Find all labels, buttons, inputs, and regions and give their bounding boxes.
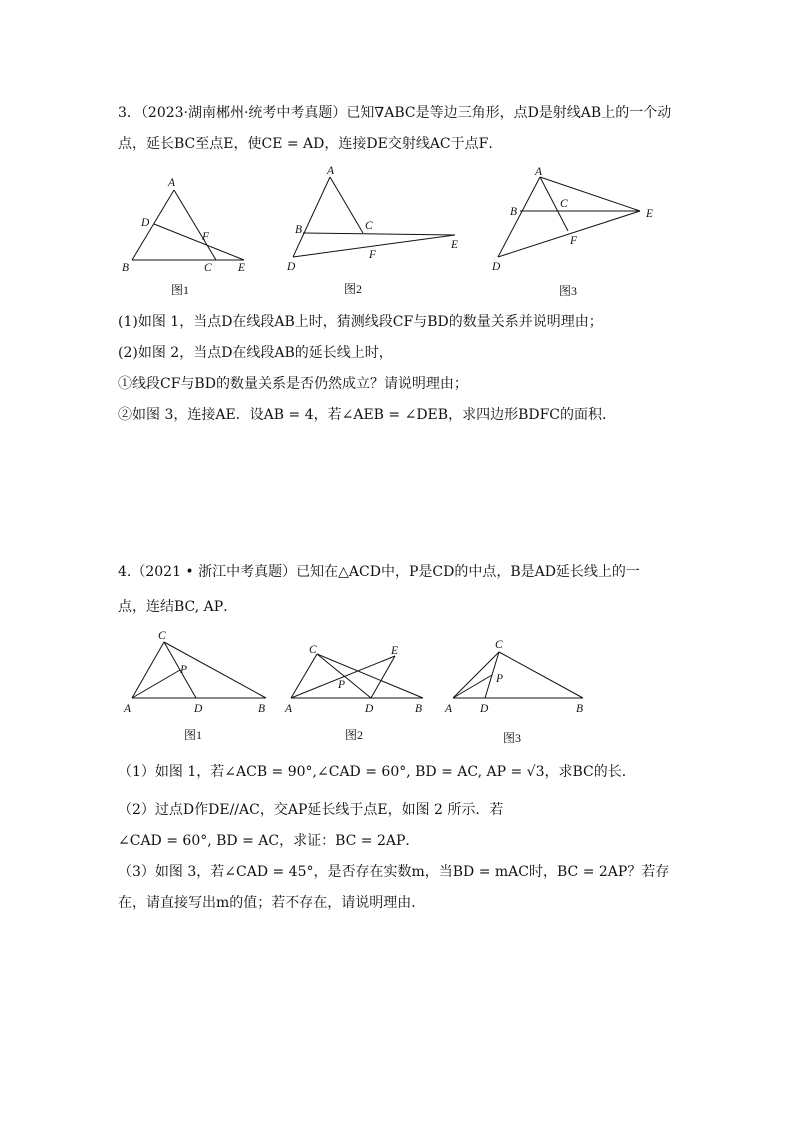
q4-figure-1-caption: 图1 <box>184 728 203 742</box>
q4-f2-label-c: C <box>309 644 317 656</box>
q3-figure-1-caption: 图1 <box>171 283 190 297</box>
q3-line-1: 3．（2023·湖南郴州·统考中考真题）已知∇ABC是等边三角形，点D是射线AB上的一个动 <box>118 105 672 121</box>
q4-line-2: 点，连结BC, AP． <box>118 599 238 615</box>
q3-part-2b: ②如图 3，连接AE．设AB = 4，若∠AEB = ∠DEB，求四边形BDFC的面积． <box>118 407 617 423</box>
q3-f1-label-f: F <box>202 231 210 243</box>
q4-figure-3-caption: 图3 <box>503 731 522 745</box>
q4-f3-label-c: C <box>495 639 503 651</box>
q3-f2-label-e: E <box>451 239 459 251</box>
q4-figure-2-caption: 图2 <box>345 728 364 742</box>
q4-figure-3 <box>443 632 603 726</box>
q3-f2-label-a: A <box>327 165 335 177</box>
q4-figure-1 <box>120 628 280 722</box>
q3-f1-label-e: E <box>238 262 246 274</box>
q3-f1-label-d: D <box>141 217 150 229</box>
q4-figure-2 <box>283 636 443 725</box>
q4-part-2a: （2）过点D作DE//AC，交AP延长线于点E，如图 2 所示．若 <box>118 802 504 818</box>
q4-f2-label-d: D <box>365 703 374 715</box>
q4-f2-label-a: A <box>285 703 293 715</box>
q4-f3-label-b: B <box>576 703 584 715</box>
q3-f1-label-a: A <box>168 177 176 189</box>
q3-f2-label-c: C <box>365 220 373 232</box>
q4-part-2b: ∠CAD = 60°, BD = AC，求证：BC = 2AP． <box>118 833 420 849</box>
q4-part-3b: 在，请直接写出m的值；若不存在，请说明理由． <box>118 895 426 911</box>
q3-figure-1 <box>120 172 260 281</box>
q3-part-2a: ①线段CF与BD的数量关系是否仍然成立？请说明理由； <box>118 376 468 392</box>
q3-f3-label-a: A <box>535 166 543 178</box>
q4-part-3a: （3）如图 3，若∠CAD = 45°，是否存在实数m，当BD = mAC时，BC = 2AP？若存 <box>118 864 670 880</box>
q3-figure-2-caption: 图2 <box>344 282 363 296</box>
q4-f1-label-b: B <box>258 703 266 715</box>
q4-f2-label-b: B <box>415 703 423 715</box>
q4-f3-label-d: D <box>480 703 489 715</box>
q3-part-2: (2)如图 2，当点D在线段AB的延长线上时， <box>118 345 393 361</box>
q3-figure-3 <box>490 165 670 279</box>
q4-f1-label-c: C <box>158 630 166 642</box>
q4-f1-label-d: D <box>194 703 203 715</box>
q4-part-1: （1）如图 1，若∠ACB = 90°,∠CAD = 60°, BD = AC, AP = √3，求BC的长． <box>118 764 636 780</box>
q4-line-1: 4.（2021 • 浙江中考真题）已知在△ACD中，P是CD的中点，B是AD延长线上的一 <box>118 564 640 580</box>
q4-f2-label-p: P <box>338 679 346 691</box>
q4-f3-label-a: A <box>445 703 453 715</box>
q3-figure-2 <box>285 165 465 279</box>
q3-part-1: (1)如图 1，当点D在线段AB上时，猜测线段CF与BD的数量关系并说明理由； <box>118 314 603 330</box>
q3-line-2: 点，延长BC至点E，使CE = AD，连接DE交射线AC于点F． <box>118 136 503 152</box>
q3-f1-label-b: B <box>122 262 130 274</box>
q4-f2-label-e: E <box>391 645 399 657</box>
q3-f2-label-f: F <box>369 249 377 261</box>
q4-f1-label-a: A <box>124 703 132 715</box>
q4-f1-label-p: P <box>180 664 188 676</box>
q3-f1-label-c: C <box>204 262 212 274</box>
q3-f3-label-f: F <box>570 235 578 247</box>
q3-f2-label-d: D <box>287 261 296 273</box>
q3-f3-label-c: C <box>560 198 568 210</box>
q3-f3-label-d: D <box>492 261 501 273</box>
q4-f3-label-p: P <box>496 673 504 685</box>
q3-f3-label-b: B <box>510 206 518 218</box>
q3-f3-label-e: E <box>646 208 654 220</box>
q3-figure-3-caption: 图3 <box>559 284 578 298</box>
q3-f2-label-b: B <box>295 224 303 236</box>
